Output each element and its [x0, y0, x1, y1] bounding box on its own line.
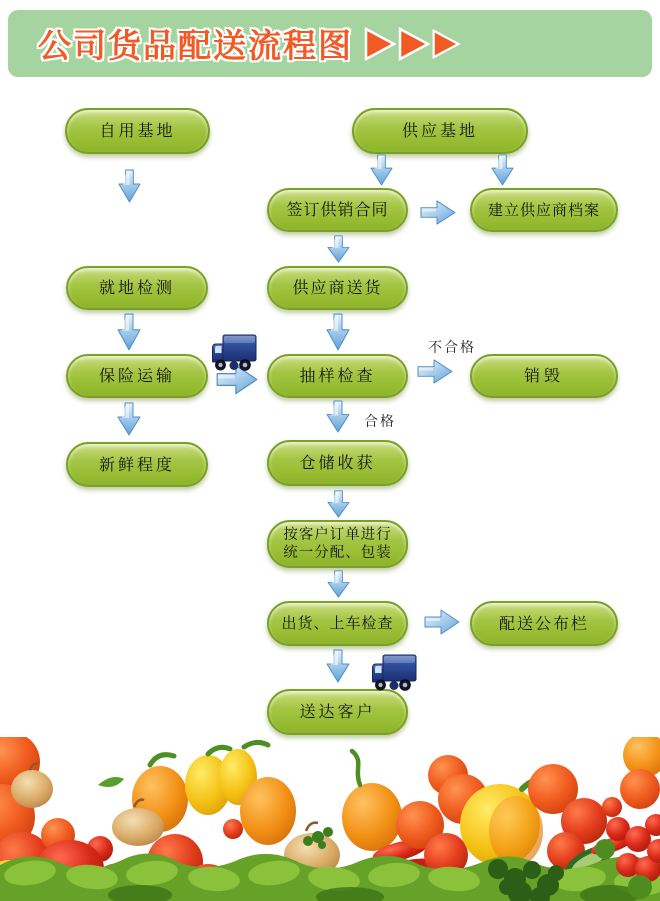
node-warehouse: 仓储收获	[267, 440, 408, 486]
node-destroy: 销毁	[470, 354, 618, 398]
down-arrow-icon	[327, 570, 350, 598]
node-supplier-file: 建立供应商档案	[470, 188, 618, 232]
truck-icon	[210, 332, 258, 374]
right-arrow-icon	[424, 608, 460, 636]
down-arrow-icon	[327, 490, 350, 518]
label-qualified: 合格	[364, 414, 396, 430]
node-ship-check: 出货、上车检查	[267, 601, 408, 646]
down-arrow-icon	[117, 402, 141, 436]
down-arrow-icon	[326, 400, 350, 433]
node-own-base: 自用基地	[65, 108, 210, 154]
node-deliver-customer: 送达客户	[267, 689, 408, 735]
down-arrow-icon	[491, 154, 514, 186]
right-arrow-icon	[420, 199, 456, 226]
node-delivery-board: 配送公布栏	[470, 601, 618, 646]
node-order-pack: 按客户订单进行 统一分配、包装	[267, 520, 408, 568]
node-onsite-test: 就地检测	[66, 266, 208, 310]
header-triple-arrow-icon	[363, 27, 461, 61]
node-supplier-delivery: 供应商送货	[267, 266, 408, 310]
down-arrow-icon	[370, 154, 393, 186]
node-freshness: 新鲜程度	[66, 442, 208, 487]
node-insured-transport: 保险运输	[66, 354, 208, 398]
header-banner	[8, 10, 652, 77]
down-arrow-icon	[117, 313, 141, 351]
truck-icon	[370, 652, 418, 694]
down-arrow-icon	[118, 169, 141, 203]
page-title: 公司货品配送流程图	[38, 26, 353, 65]
node-sign-contract: 签订供销合同	[267, 188, 408, 232]
node-sampling-check: 抽样检查	[267, 354, 408, 398]
down-arrow-icon	[327, 235, 350, 263]
label-unqualified: 不合格	[428, 340, 476, 356]
right-arrow-icon	[417, 358, 453, 385]
down-arrow-icon	[326, 649, 350, 683]
node-supply-base: 供应基地	[352, 108, 528, 154]
vegetables-photo	[0, 737, 660, 901]
down-arrow-icon	[326, 313, 350, 351]
